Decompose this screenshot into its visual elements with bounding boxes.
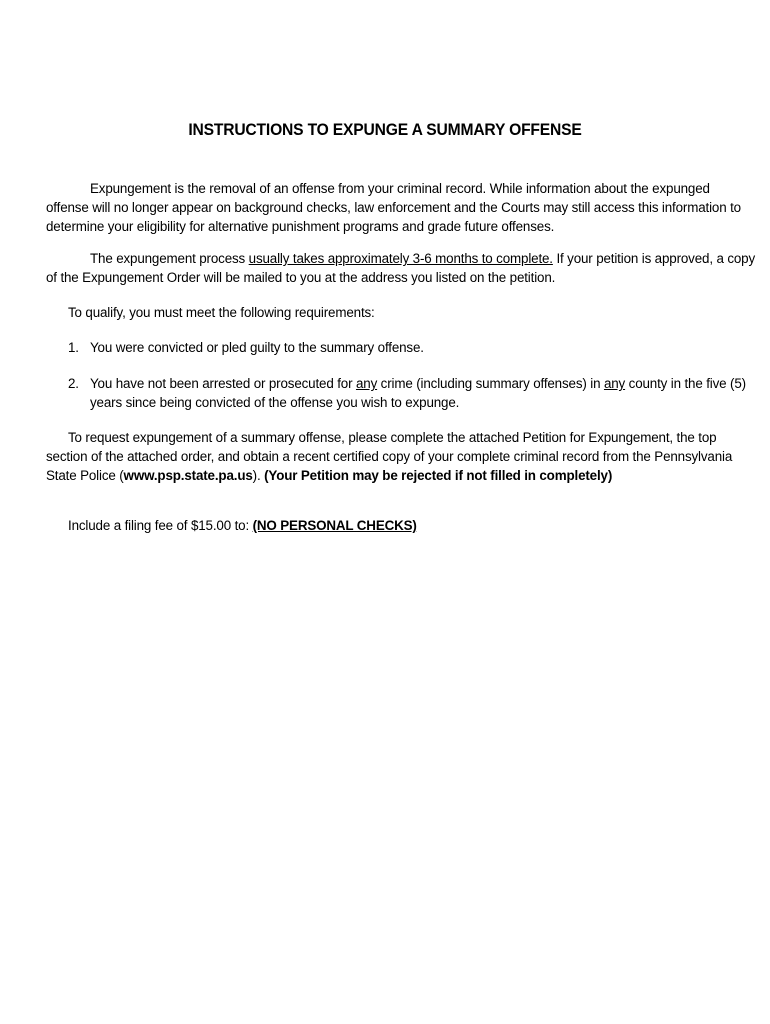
underlined-any: any: [603, 376, 626, 391]
paragraph-line: section of the attached order, and obtain a recent certified copy of your complete criminal record from the Pennsylvania: [46, 449, 733, 464]
list-line: years since being convicted of the offense you wish to expunge.: [90, 395, 460, 410]
paragraph-line: [46, 466, 736, 485]
rejection-warning: (Your Petition may be rejected if not filled in completely): [264, 468, 613, 483]
paragraph-line: of the Expungement Order will be mailed to you at the address you listed on the petition.: [46, 270, 556, 285]
document-title: INSTRUCTIONS TO EXPUNGE A SUMMARY OFFENSE: [188, 120, 582, 139]
processing-time-paragraph: [46, 249, 756, 287]
text-run: You have not been arrested or prosecuted for: [90, 376, 356, 391]
underlined-duration: usually takes approximately 3-6 months to complete.: [248, 251, 553, 266]
requirement-item-1: [68, 338, 728, 357]
fee-text: Include a filing fee of $15.00 to:: [68, 518, 253, 533]
list-line: [68, 374, 746, 393]
request-instructions-paragraph: [46, 428, 736, 485]
expungement-definition-paragraph: [46, 179, 741, 236]
qualify-intro: [46, 303, 736, 322]
text-run: State Police (: [46, 468, 124, 483]
paragraph-line: [46, 516, 736, 535]
paragraph-line: Expungement is the removal of an offense from your criminal record. While information about the expunged: [90, 181, 710, 196]
list-number: 2.: [68, 376, 79, 391]
psp-website: www.psp.state.pa.us: [123, 468, 253, 483]
list-number: 1.: [68, 340, 79, 355]
list-line: [68, 338, 728, 357]
text-run: If your petition is approved, a copy: [552, 251, 756, 266]
list-text: You were convicted or pled guilty to the summary offense.: [90, 340, 424, 355]
paragraph-line: [46, 249, 756, 268]
no-personal-checks-note: (NO PERSONAL CHECKS): [252, 518, 417, 533]
paragraph-line: offense will no longer appear on background checks, law enforcement and the Courts may still access this information to: [46, 200, 741, 215]
text-run: crime (including summary offenses) in: [377, 376, 604, 391]
paragraph-line: To qualify, you must meet the following requirements:: [68, 305, 375, 320]
paragraph-line: determine your eligibility for alternative punishment programs and grade future offenses.: [46, 219, 555, 234]
filing-fee-line: [46, 516, 736, 535]
text-run: The expungement process: [90, 251, 249, 266]
requirement-item-2: [68, 374, 746, 412]
paragraph-line: To request expungement of a summary offense, please complete the attached Petition for Expungement, the top: [68, 430, 717, 445]
underlined-any: any: [355, 376, 378, 391]
text-run: county in the five (5): [625, 376, 746, 391]
text-run: ).: [252, 468, 265, 483]
